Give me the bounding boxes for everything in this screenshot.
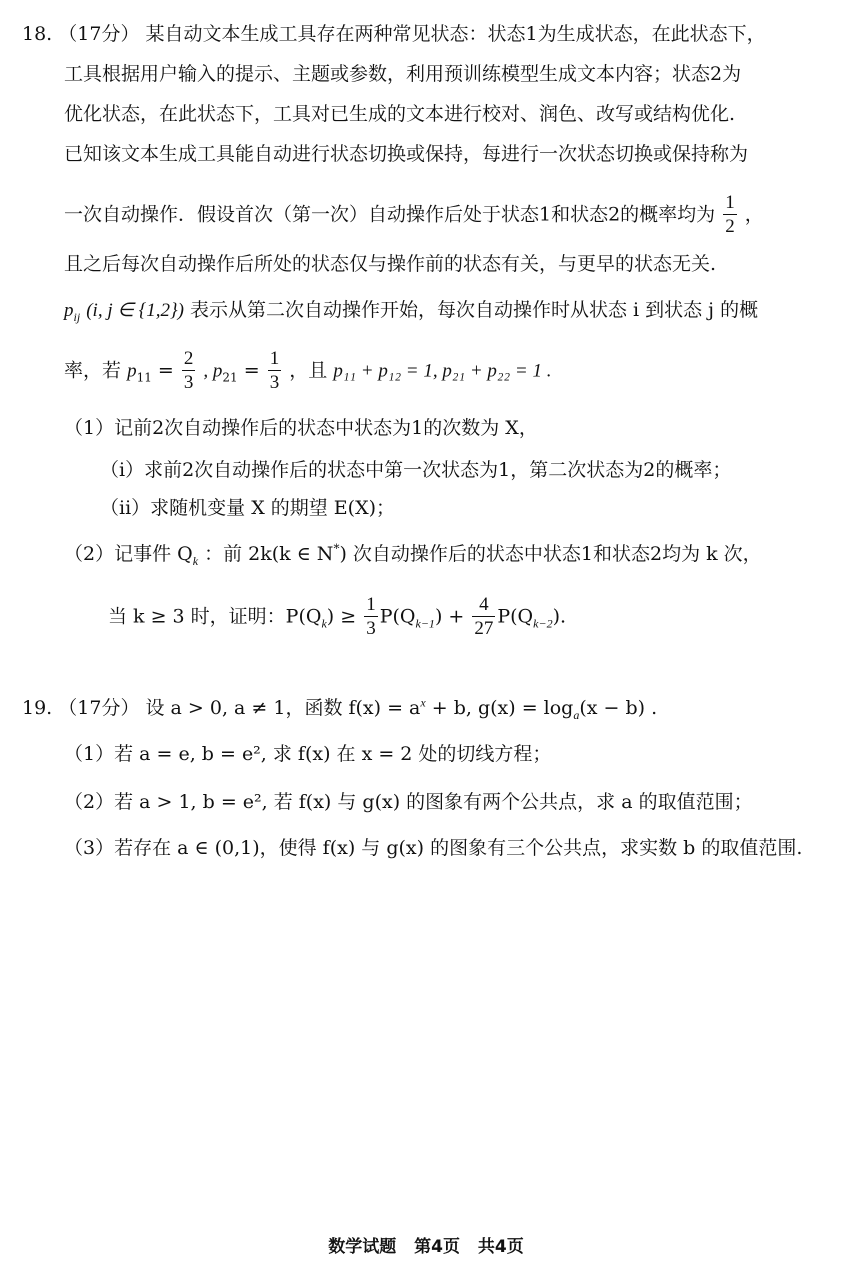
- q18-part-2-b: ：前 2k(k ∈ N: [204, 543, 334, 565]
- p-ij-symbol: p: [64, 300, 74, 321]
- proof-b: ) ≥: [326, 605, 357, 628]
- log-base-a: a: [573, 707, 580, 722]
- q18-line-1: [22, 20, 766, 48]
- n-star-superscript: *: [333, 541, 340, 556]
- fraction-four-27ths: [472, 594, 495, 641]
- fraction-denominator: 3: [366, 618, 376, 639]
- q19-number: 19.: [22, 697, 53, 719]
- q18-part-2-proof: [108, 594, 566, 641]
- q18-text-5a: 一次自动操作．假设首次（第一次）自动操作后处于状态1和状态2的概率均为: [64, 203, 716, 226]
- fraction-numerator: 2: [183, 348, 194, 369]
- q18-part-2-c: ) 次自动操作后的状态中状态1和状态2均为 k 次，: [339, 543, 762, 565]
- q-subscript: k: [192, 553, 199, 568]
- proof-sub-k-1: k−1: [415, 616, 435, 631]
- p21-subscript: 21: [222, 370, 238, 385]
- q19-stem: [22, 694, 657, 722]
- q18-text-8b: ，且: [289, 359, 328, 382]
- fraction-one-third-b: [364, 594, 378, 641]
- fraction-two-thirds: [182, 348, 196, 395]
- fraction-denominator: 3: [183, 372, 194, 393]
- fraction-numerator: 1: [366, 594, 376, 615]
- footer-page: 第4页: [414, 1237, 460, 1257]
- q18-part-2: [64, 540, 762, 568]
- q18-text-3: 优化状态，在此状态下，工具对已生成的文本进行校对、润色、改写或结构优化.: [64, 103, 736, 125]
- proof-c: P(Q: [379, 605, 416, 628]
- q18-part-1: （1）记前2次自动操作后的状态中状态为1的次数为 X，: [64, 417, 538, 439]
- q18-score: （17分）: [58, 23, 140, 45]
- q18-part-2-a: （2）记事件 Q: [64, 543, 193, 565]
- proof-e: P(Q: [497, 605, 534, 628]
- exponent-x: x: [420, 695, 426, 710]
- fraction-numerator: 1: [269, 348, 280, 369]
- footer-subject: 数学试题: [328, 1237, 397, 1257]
- fraction-numerator: 1: [725, 192, 735, 213]
- q19-part-3: （3）若存在 a ∈ (0,1)，使得 f(x) 与 g(x) 的图象有三个公共点，求实数 b 的取值范围.: [64, 837, 803, 859]
- q18-text-4: 已知该文本生成工具能自动进行状态切换或保持，每进行一次状态切换或保持称为: [64, 143, 749, 165]
- q18-text-2: 工具根据用户输入的提示、主题或参数，利用预训练模型生成文本内容；状态2为: [64, 63, 742, 85]
- page-footer: [0, 1232, 852, 1257]
- proof-d: ) +: [434, 605, 465, 628]
- q18-text-5b: ，: [744, 203, 764, 226]
- q18-text-1: 某自动文本生成工具存在两种常见状态：状态1为生成状态，在此状态下，: [145, 23, 766, 45]
- q18-number: 18.: [22, 23, 53, 45]
- fraction-one-half: [723, 192, 737, 239]
- q18-line-7: [64, 296, 758, 325]
- p21-symbol: , p: [203, 360, 223, 382]
- q18-text-8a: 率，若: [64, 359, 122, 382]
- p11-symbol: p: [127, 360, 137, 382]
- q19-stem-a: 设 a > 0, a ≠ 1，函数 f(x) = a: [145, 697, 421, 719]
- probability-condition: p₁₁ + p₁₂ = 1, p₂₁ + p₂₂ = 1 .: [333, 360, 552, 382]
- fraction-denominator: 27: [474, 618, 494, 639]
- q18-line-5: [64, 192, 764, 239]
- q18-part-1-i: （i）求前2次自动操作后的状态中第一次状态为1，第二次状态为2的概率；: [100, 459, 732, 481]
- proof-sub-k: k: [321, 616, 327, 631]
- fraction-denominator: 2: [725, 216, 735, 237]
- q18-text-7: 表示从第二次自动操作开始，每次自动操作时从状态 i 到状态 j 的概: [189, 299, 759, 321]
- fraction-one-third: [268, 348, 282, 395]
- fraction-denominator: 3: [269, 372, 280, 393]
- proof-sub-k-2: k−2: [533, 616, 553, 631]
- p-ij-subscript: ij: [73, 309, 81, 324]
- q19-stem-b: + b, g(x) = log: [425, 697, 574, 719]
- q18-part-1-ii: （ii）求随机变量 X 的期望 E(X)；: [100, 497, 396, 519]
- q18-line-8: [64, 348, 551, 395]
- q19-part-1: （1）若 a = e, b = e², 求 f(x) 在 x = 2 处的切线方程；: [64, 743, 552, 765]
- p11-subscript: 11: [136, 370, 152, 385]
- index-set: (i, j ∈ {1,2}): [86, 300, 184, 321]
- fraction-numerator: 4: [472, 594, 495, 617]
- equals-sign-2: =: [243, 359, 260, 382]
- proof-f: ).: [552, 605, 567, 628]
- q19-part-2: （2）若 a > 1, b = e², 若 f(x) 与 g(x) 的图象有两个公共点，求 a 的取值范围；: [64, 791, 753, 813]
- q18-text-6: 且之后每次自动操作后所处的状态仅与操作前的状态有关，与更早的状态无关.: [64, 253, 717, 275]
- proof-a: 当 k ≥ 3 时，证明：P(Q: [108, 605, 322, 628]
- equals-sign-1: =: [157, 359, 174, 382]
- footer-total: 共4页: [477, 1237, 524, 1257]
- q19-stem-c: (x − b) .: [579, 697, 658, 719]
- q19-score: （17分）: [58, 697, 140, 719]
